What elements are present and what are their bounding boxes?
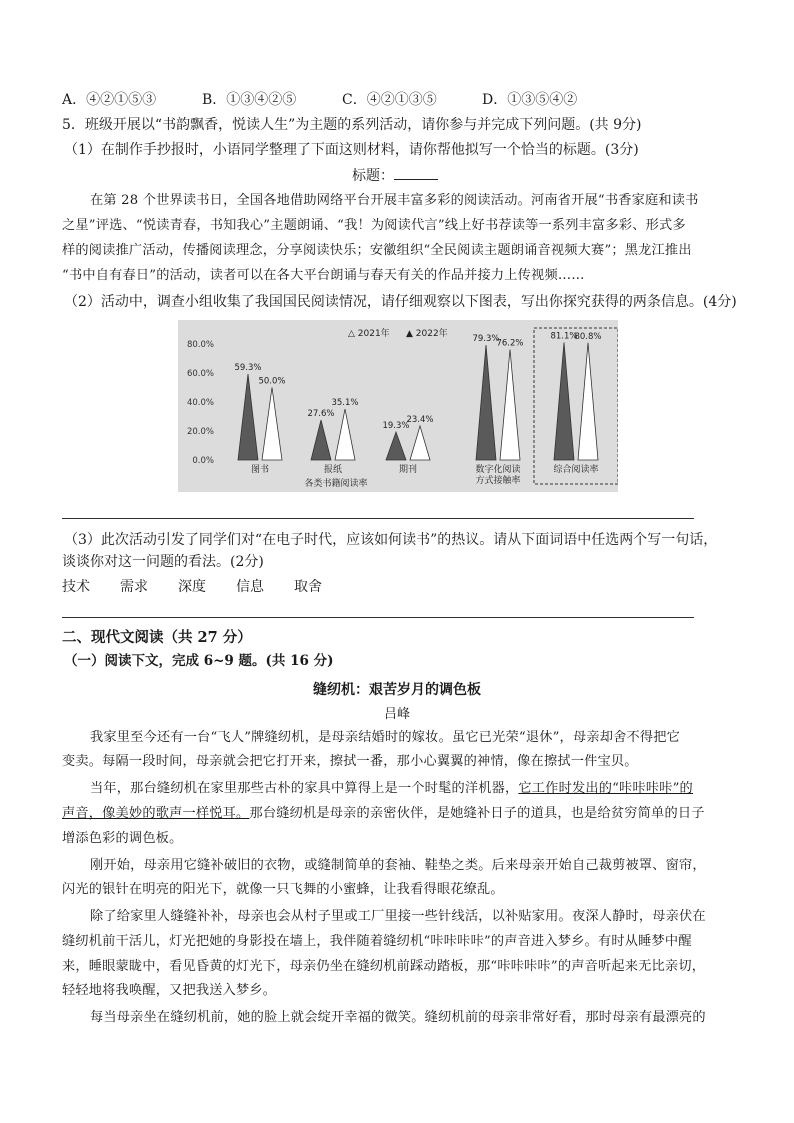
section-heading: 二、现代文阅读（共 27 分） [62, 629, 252, 646]
option-d: D．①③⑤④② [482, 92, 578, 108]
data-label: 59.3% [234, 363, 262, 374]
reading-rate-chart [178, 320, 618, 492]
para3-line2: 闪光的银针在明亮的阳光下，就像一只飞舞的小蜜蜂，让我看得眼花缭乱。 [62, 882, 504, 897]
option-a: A．④②①⑤③ [62, 92, 157, 108]
question-5-part-3-b: 谈谈你对这一问题的看法。(2分) [62, 554, 264, 570]
bar-2022 [500, 350, 520, 460]
answer-rule-2 [62, 617, 694, 618]
para4-line3: 来，睡眼蒙眬中，看见昏黄的灯光下，母亲仍坐在缝纫机前踩动踏板，那“咔咔咔咔”的声音听起来无比亲切， [62, 959, 706, 974]
y-tick-label: 0.0% [192, 456, 214, 466]
para2-text-b: 那台缝纫机是母亲的亲密伙伴，是她缝补日子的道具，也是给贫穷简单的日子 [249, 806, 705, 821]
para1-line2: 变卖。每隔一段时间，母亲就会把它打开来，擦拭一番，那小心翼翼的神情，像在擦拭一件宝贝。 [62, 754, 638, 769]
y-tick-label: 20.0% [186, 427, 214, 437]
word-4: 信息 [236, 579, 264, 595]
title-label: 标题： [352, 168, 394, 184]
bar-2021 [476, 345, 496, 460]
option-b: B．①③④②⑤ [202, 92, 297, 108]
legend-entry: ▲ 2022年 [406, 329, 448, 339]
section-subheading: （一）阅读下文，完成 6~9 题。(共 16 分) [64, 653, 334, 669]
word-options [62, 577, 352, 597]
option-c: C．④②①③⑤ [342, 92, 437, 108]
para1-line1: 我家里至今还有一台“飞人”牌缝纫机，是母亲结婚时的嫁妆。虽它已光荣“退休”，母亲却舍不得把它 [90, 730, 681, 745]
answer-options [62, 90, 622, 110]
article-author: 吕峰 [383, 707, 410, 722]
data-label: 79.3% [472, 334, 500, 345]
word-2: 需求 [120, 579, 148, 595]
question-5-part-2: （2）活动中，调查小组收集了我国国民阅读情况，请仔细观察以下图表，写出你探究获得的两条信息。(4分) [64, 294, 737, 310]
word-1: 技术 [62, 579, 90, 595]
category-label: 数字化阅读 [475, 465, 521, 475]
bar-2021 [311, 420, 331, 460]
para4-line4: 轻轻地将我唤醒，又把我送入梦乡。 [62, 983, 277, 998]
material-line-2: 之星”评选、“悦读青春，书知我心”主题朗诵、“我！为阅读代言”线上好书荐读等一系列丰富多彩、形式多 [62, 218, 686, 233]
para2-underlined-a: 它工作时发出的“咔咔咔咔”的 [518, 781, 693, 796]
bar-2022 [335, 409, 355, 460]
data-label: 23.4% [406, 415, 434, 426]
category-label: 图书 [250, 465, 270, 475]
para5-line1: 每当母亲坐在缝纫机前，她的脸上就会绽开幸福的微笑。缝纫机前的母亲非常好看，那时母亲有最漂亮的 [90, 1010, 706, 1025]
para2-underlined-b: 声音，像美妙的歌声一样悦耳。 [62, 806, 250, 821]
bar-2022 [262, 388, 282, 461]
question-5-part-3-a: （3）此次活动引发了同学们对“在电子时代，应该如何读书”的热议。请从下面词语中任选两个写一句话， [64, 532, 718, 548]
title-blank[interactable] [394, 165, 438, 180]
data-label: 76.2% [496, 338, 524, 349]
bar-2021 [238, 374, 258, 460]
y-tick-label: 60.0% [186, 369, 214, 379]
material-line-3: 样的阅读推广活动，传播阅读理念，分享阅读快乐；安徽组织“全民阅读主题朗诵音视频大赛”；黑龙江推出 [62, 243, 692, 258]
data-label: 80.8% [574, 331, 602, 342]
material-line-1: 在第 28 个世界读书日，全国各地借助网络平台开展丰富多彩的阅读活动。河南省开展“书香家庭和读书 [90, 193, 699, 208]
data-label: 27.6% [307, 408, 335, 419]
word-5: 取舍 [294, 579, 322, 595]
bar-2021 [386, 432, 406, 460]
group-axis-label: 各类书籍阅读率 [304, 479, 368, 489]
bar-2021 [554, 342, 574, 460]
data-label: 35.1% [331, 398, 359, 409]
word-3: 深度 [178, 579, 206, 595]
material-line-4: “书中自有春日”的活动，读者可以在各大平台朗诵与春天有关的作品并接力上传视频…… [62, 268, 585, 283]
y-tick-label: 40.0% [186, 398, 214, 408]
data-label: 81.1% [550, 331, 578, 342]
title-answer-line [352, 165, 438, 186]
para2-line2 [62, 804, 705, 824]
answer-rule-1 [62, 518, 694, 519]
para2-line3: 增添色彩的调色板。 [62, 831, 183, 846]
para3-line1: 刚开始，母亲用它缝补破旧的衣物，或缝制简单的套袖、鞋垫之类。后来母亲开始自己裁剪被罩、窗帘， [90, 858, 706, 873]
data-label: 19.3% [382, 421, 410, 432]
data-label: 50.0% [258, 376, 286, 387]
para4-line2: 缝纫机前干活儿，灯光把她的身影投在墙上，我伴随着缝纫机“咔咔咔咔”的声音进入梦乡。有时从睡梦中醒 [62, 934, 692, 949]
bar-2022 [578, 343, 598, 460]
category-label: 方式接触率 [475, 476, 521, 486]
article-title: 缝纫机：艰苦岁月的调色板 [313, 682, 481, 698]
category-label: 综合阅读率 [553, 465, 599, 475]
para4-line1: 除了给家里人缝缝补补，母亲也会从村子里或工厂里接一些针线活，以补贴家用。夜深人静时，母亲伏在 [90, 909, 706, 924]
question-5-stem: 5．班级开展以“书韵飘香，悦读人生”为主题的系列活动，请你参与并完成下列问题。(共 9分) [62, 117, 642, 133]
category-label: 报纸 [323, 465, 343, 475]
question-5-part-1: （1）在制作手抄报时，小语同学整理了下面这则材料，请你帮他拟写一个恰当的标题。(3分) [64, 142, 639, 158]
para2-line1 [90, 779, 693, 799]
category-label: 期刊 [398, 465, 418, 475]
bar-2022 [410, 426, 430, 460]
highlight-box [534, 328, 618, 484]
y-tick-label: 80.0% [186, 340, 214, 350]
legend-entry: △ 2021年 [348, 329, 390, 339]
para2-text-a: 当年，那台缝纫机在家里那些古朴的家具中算得上是一个时髦的洋机器， [90, 781, 519, 796]
